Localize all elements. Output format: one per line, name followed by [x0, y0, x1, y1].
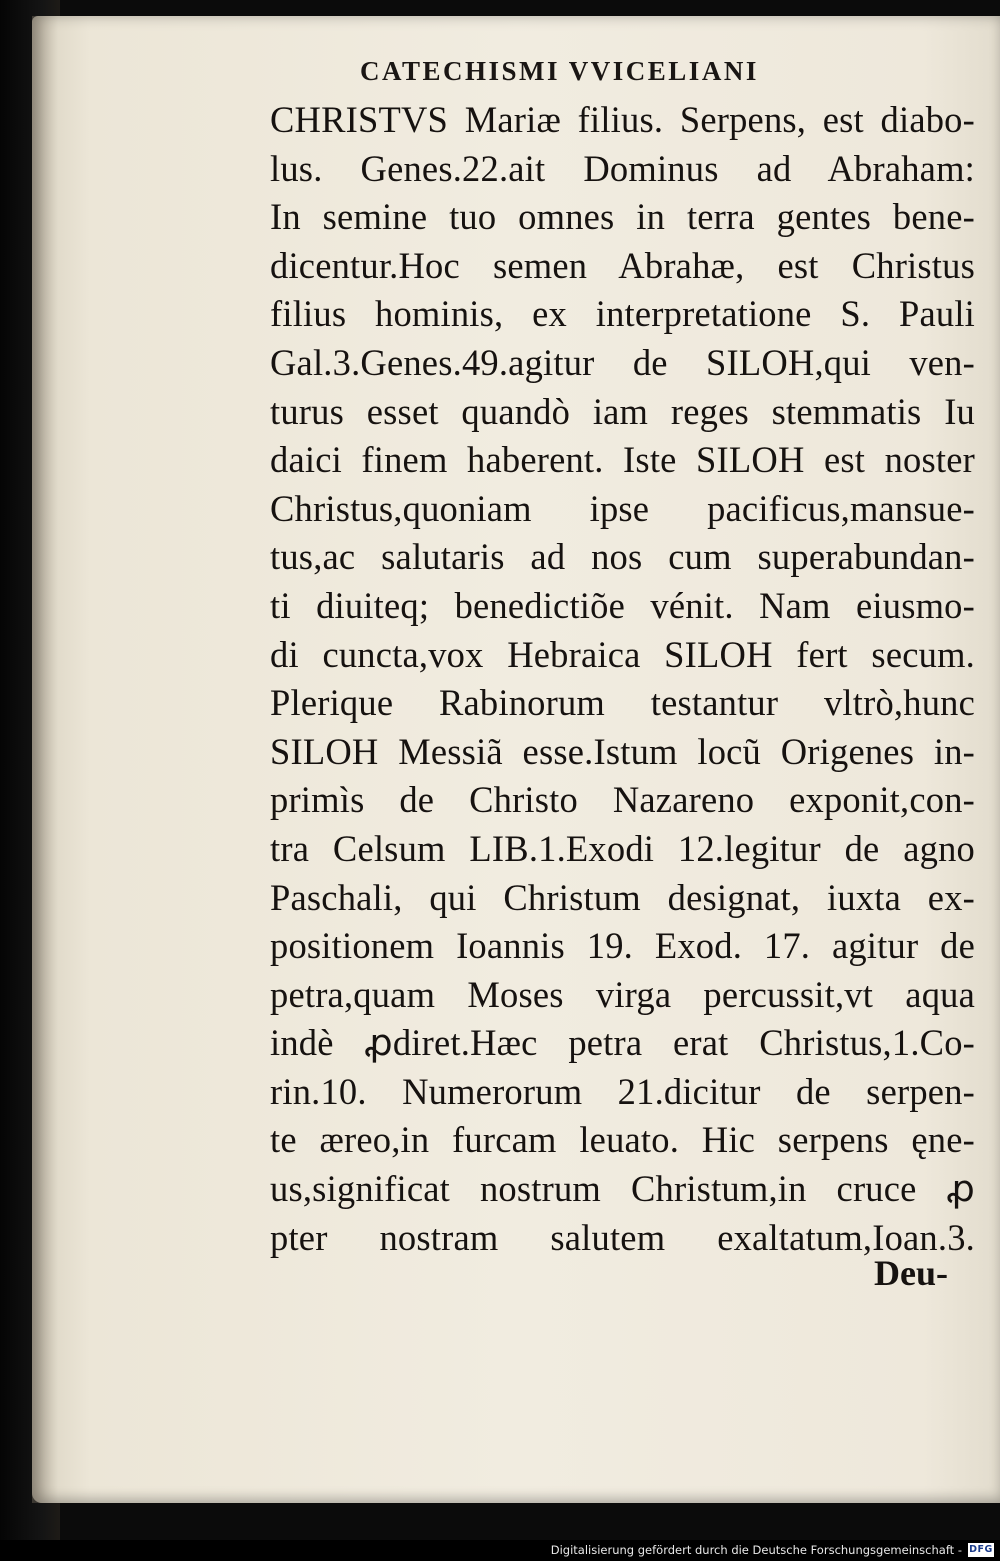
catchword: Deu-	[874, 1253, 948, 1293]
text-line: di cuncta,vox Hebraica SILOH fert secum.	[270, 633, 975, 675]
text-line: Paschali, qui Christum designat, iuxta ex-	[270, 876, 975, 918]
funding-notice: Digitalisierung gefördert durch die Deutsche Forschungsgemeinschaft -	[550, 1543, 962, 1557]
text-line: rin.10. Numerorum 21.dicitur de serpen-	[270, 1070, 975, 1112]
text-line: Christus,quoniam ipse pacificus,mansue-	[270, 487, 975, 529]
text-line: In semine tuo omnes in terra gentes bene-	[270, 196, 975, 238]
text-line: lus. Genes.22.ait Dominus ad Abraham:	[270, 147, 975, 189]
text-line: us,significat nostrum Christum,in cruce ꝓ	[270, 1168, 975, 1210]
text-line: filius hominis, ex interpretatione S. Pauli	[270, 293, 975, 335]
dfg-logo: DFG	[969, 1544, 993, 1555]
text-line: indè ꝓdiret.Hæc petra erat Christus,1.Co-	[270, 1022, 975, 1064]
text-line: daici finem haberent. Iste SILOH est noster	[270, 439, 975, 481]
text-line: CHRISTVS Mariæ filius. Serpens, est diabo-	[270, 99, 975, 140]
main-text-block	[270, 96, 975, 1262]
running-head: CATECHISMI VVICELIANI	[360, 56, 759, 86]
text-line: dicentur.Hoc semen Abrahæ, est Christus	[270, 244, 975, 286]
text-line: Gal.3.Genes.49.agitur de SILOH,qui ven-	[270, 341, 975, 383]
text-line: ti diuiteq; benedictiõe vénit. Nam eiusmo-	[270, 584, 975, 626]
page-gutter-shadow	[32, 16, 58, 1503]
text-line: petra,quam Moses virga percussit,vt aqua	[270, 973, 975, 1015]
text-line: positionem Ioannis 19. Exod. 17. agitur de	[270, 925, 975, 967]
text-line: turus esset quandò iam reges stemmatis Iu	[270, 390, 975, 432]
text-line: primìs de Christo Nazareno exponit,con-	[270, 779, 975, 821]
text-line: tra Celsum LIB.1.Exodi 12.legitur de agno	[270, 827, 975, 869]
text-line: te æreo,in furcam leuato. Hic serpens ęne-	[270, 1119, 975, 1161]
text-line: Plerique Rabinorum testantur vltrò,hunc	[270, 682, 975, 724]
text-line: SILOH Messiã esse.Istum locũ Origenes in-	[270, 730, 975, 772]
text-line: pter nostram salutem exaltatum,Ioan.3.	[270, 1216, 975, 1258]
text-line: tus,ac salutaris ad nos cum superabundan-	[270, 536, 975, 578]
